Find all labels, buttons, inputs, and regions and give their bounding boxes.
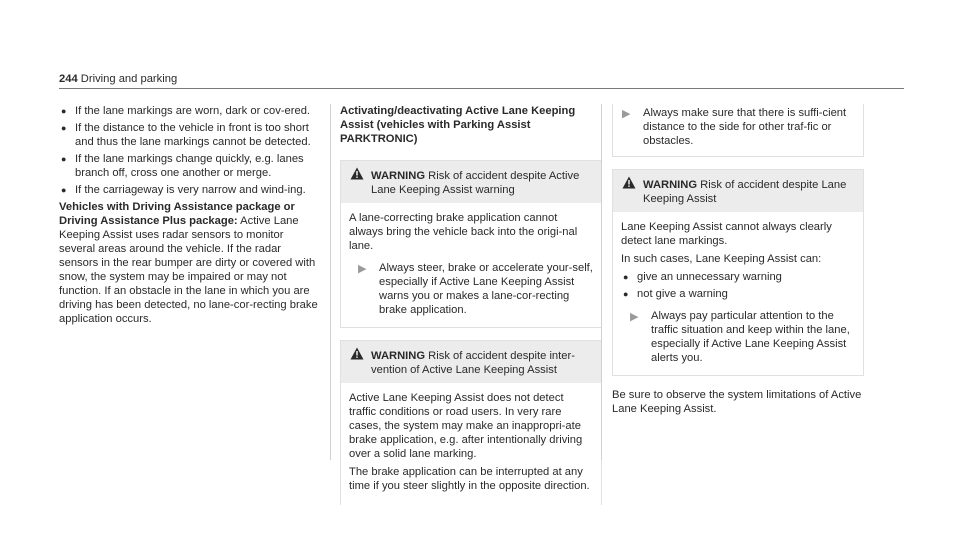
warning-box-3: [612, 169, 864, 376]
warning-header: [613, 170, 863, 212]
section-heading: Activating/deactivating Active Lane Keeping Assist (vehicles with Parking Assist PARKTRONIC): [340, 105, 576, 145]
warning-body: [341, 203, 601, 327]
warning-triangle-icon: [622, 176, 636, 189]
bullet-icon: ●: [623, 289, 629, 299]
action-step: [349, 261, 593, 317]
column-2: [340, 104, 602, 517]
warning-box-1: [340, 160, 602, 328]
warning-text: The brake application can be interrupted at any time if you steer slightly in the opposite direction.: [349, 466, 590, 492]
section-title: Driving and parking: [80, 73, 178, 85]
warning-label: WARNING: [371, 350, 426, 362]
list-item-text: If the lane markings are worn, dark or cov-ered.: [75, 105, 311, 117]
warning-text: In such cases, Lane Keeping Assist can:: [621, 253, 822, 265]
warning-text: A lane-correcting brake application cannot always bring the vehicle back into the origi-nal lane.: [349, 212, 578, 252]
action-arrow-icon: ▶: [358, 263, 367, 275]
action-arrow-icon: ▶: [630, 311, 639, 323]
column-1: [59, 104, 321, 328]
list-item: [59, 152, 321, 180]
bullet-icon: ●: [61, 185, 67, 195]
package-label: Vehicles with Driving Assistance package or Driving Assistance Plus package:: [59, 201, 295, 227]
closing-paragraph: Be sure to observe the system limitations of Active Lane Keeping Assist.: [612, 389, 862, 415]
warning-triangle-icon: [350, 347, 364, 360]
warning-body: [613, 212, 863, 375]
list-item: [59, 183, 321, 197]
list-item: [59, 121, 321, 149]
bullet-icon: ●: [623, 272, 629, 282]
action-step: [613, 106, 855, 148]
action-arrow-icon: ▶: [622, 108, 631, 120]
warning-list: [621, 270, 855, 301]
bullet-icon: ●: [61, 154, 67, 164]
list-item-text: If the carriageway is very narrow and wind-ing.: [75, 184, 306, 196]
list-item: [59, 104, 321, 118]
warning-continuation: [612, 104, 864, 157]
column-3: [612, 104, 864, 418]
bullet-icon: ●: [61, 123, 67, 133]
column-divider: [330, 104, 331, 460]
list-item: [621, 287, 855, 301]
list-item-text: If the distance to the vehicle in front is too short and thus the lane markings cannot be detected.: [75, 122, 311, 148]
warning-label: WARNING: [643, 179, 698, 191]
package-paragraph: [59, 200, 321, 326]
warning-box-2: [340, 340, 602, 505]
action-text: Always make sure that there is suffi-cient distance to the side for other traf-fic or obstacles.: [643, 107, 847, 147]
warning-title: Risk of accident despite Lane Keeping Assist: [643, 179, 847, 205]
warning-header: [341, 341, 601, 383]
warning-header: [341, 161, 601, 203]
warning-triangle-icon: [350, 167, 364, 180]
warning-label: WARNING: [371, 170, 426, 182]
bullet-icon: ●: [61, 106, 67, 116]
page-number: 244: [59, 73, 78, 85]
limitations-list: [59, 104, 321, 197]
column-divider: [601, 104, 602, 460]
list-item: [621, 270, 855, 284]
warning-title: Risk of accident despite inter-vention of Active Lane Keeping Assist: [371, 350, 575, 376]
page-header: [59, 72, 904, 86]
action-text: Always steer, brake or accelerate your-self, especially if Active Lane Keeping Assist warns you or makes a lane-cor-recting brake application.: [379, 262, 593, 316]
warning-text: Active Lane Keeping Assist does not detect traffic conditions or road users. In very rare cases, the system may make an inappropri-ate brake application, e.g. after intentionally driving over a solid lane marking.: [349, 392, 583, 460]
warning-body: [341, 383, 601, 505]
list-item-text: give an unnecessary warning: [637, 271, 782, 283]
warning-text: Lane Keeping Assist cannot always clearly detect lane markings.: [621, 221, 832, 247]
action-text: Always pay particular attention to the traffic situation and keep within the lane, especially if Active Lane Keeping Assist alerts you.: [651, 310, 850, 364]
warning-title: Risk of accident despite Active Lane Keeping Assist warning: [371, 170, 580, 196]
action-step: [621, 309, 855, 365]
package-text: Active Lane Keeping Assist uses radar sensors to monitor several areas around the vehicle. If the radar sensors in the rear bumper are dirty or covered with snow, the system may be impaired or may not function. If an obstacle in the lane in which you are driving has been detected, no lane-cor-recting brake application occurs.: [59, 215, 318, 325]
header-rule: [59, 88, 904, 89]
list-item-text: If the lane markings change quickly, e.g. lanes branch off, cross one another or merge.: [75, 153, 304, 179]
list-item-text: not give a warning: [637, 288, 728, 300]
